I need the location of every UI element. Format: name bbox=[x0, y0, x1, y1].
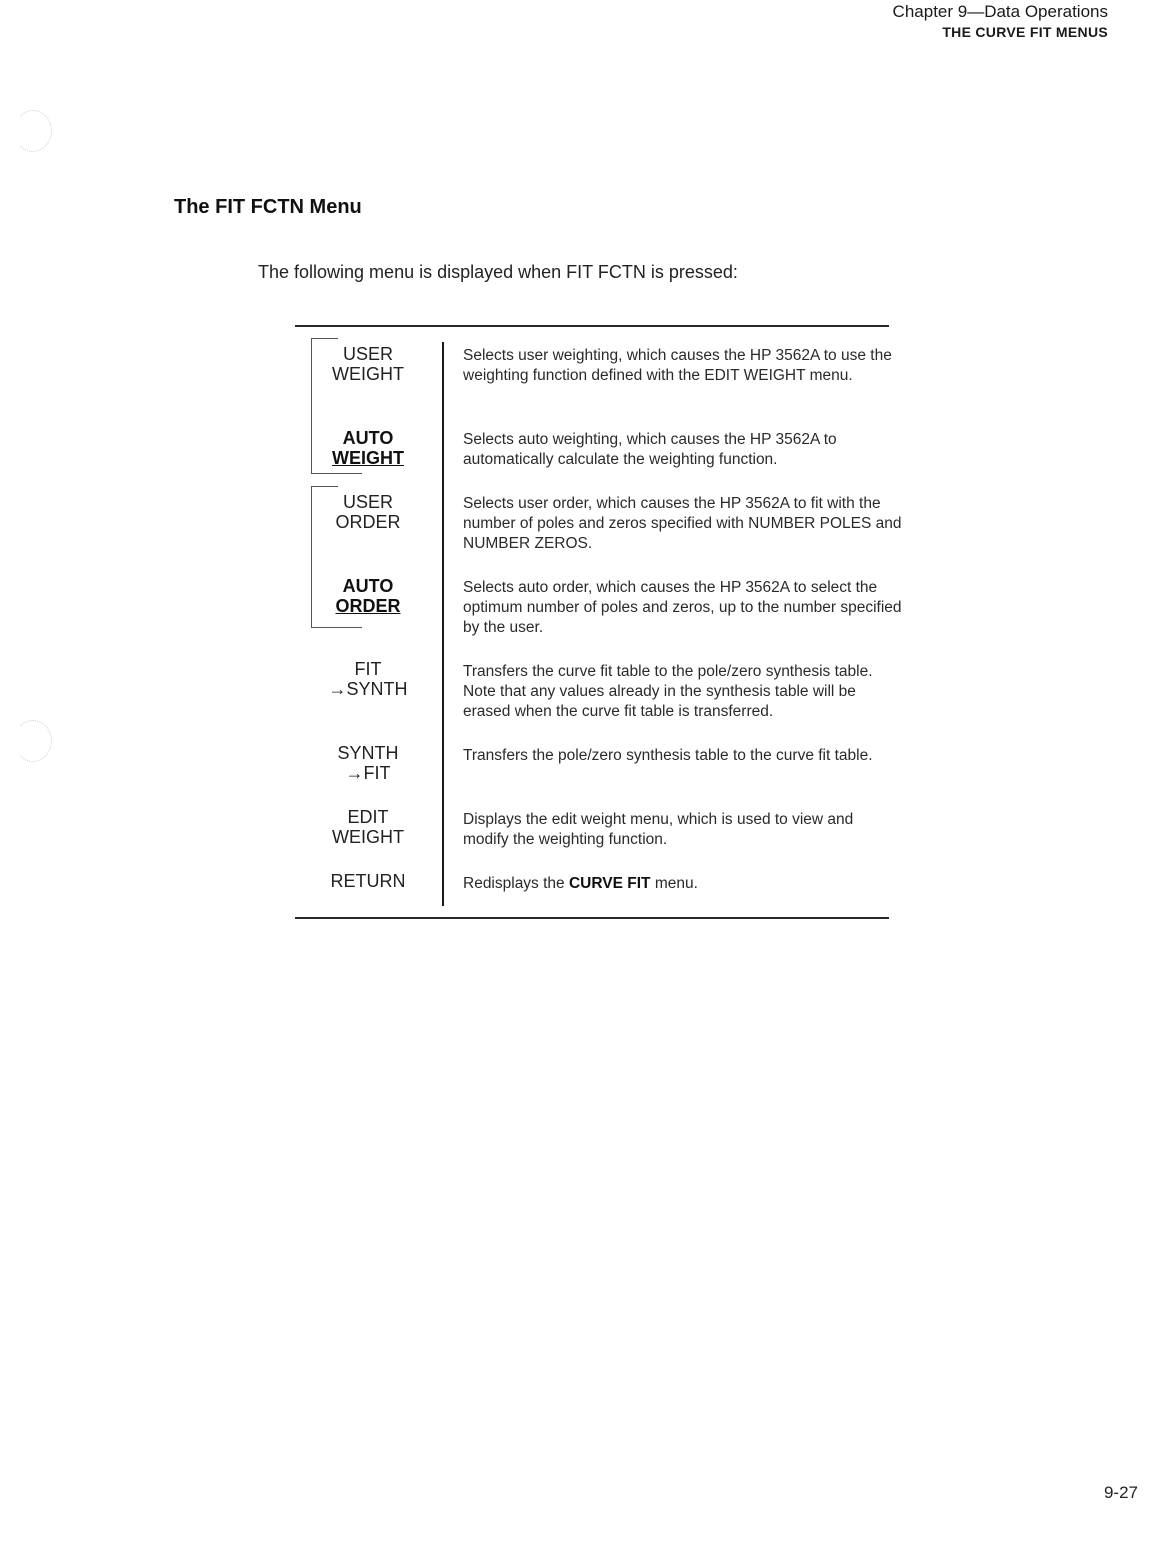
curve-fit-menu-name: CURVE FIT bbox=[568, 875, 651, 892]
softkey-auto-order: AUTO ORDER bbox=[335, 576, 401, 616]
chapter-title: Chapter 9—Data Operations bbox=[892, 2, 1108, 21]
table-top-rule bbox=[295, 325, 889, 327]
intro-text: The following menu is displayed when FIT FCTN is pressed: bbox=[258, 262, 738, 282]
softkey-auto-weight: AUTO WEIGHT bbox=[332, 428, 404, 468]
desc-return: Redisplays the CURVE FIT menu. bbox=[463, 875, 698, 892]
desc-user-weight: Selects user weighting, which causes the HP 3562A to use the weighting function defined with the EDIT WEIGHT menu. bbox=[463, 347, 892, 384]
table-bottom-rule bbox=[295, 917, 889, 919]
punch-hole bbox=[14, 720, 52, 762]
column-divider bbox=[442, 342, 444, 906]
page-heading: The FIT FCTN Menu bbox=[174, 196, 362, 218]
punch-hole bbox=[14, 110, 52, 152]
desc-fit-synth: Transfers the curve fit table to the pole/zero synthesis table. Note that any values already in the synthesis table will be erased when the curve fit table is transferred. bbox=[463, 663, 873, 720]
softkey-synth-fit: SYNTH →FIT bbox=[337, 743, 399, 783]
softkey-user-order: USER ORDER bbox=[335, 492, 401, 532]
page-number: 9-27 bbox=[1103, 1483, 1138, 1502]
softkey-fit-synth: FIT →SYNTH bbox=[328, 659, 408, 699]
desc-synth-fit: Transfers the pole/zero synthesis table to the curve fit table. bbox=[463, 747, 873, 764]
page-header bbox=[893, 2, 1108, 42]
softkey-edit-weight: EDIT WEIGHT bbox=[332, 807, 404, 847]
softkey-user-weight: USER WEIGHT bbox=[332, 344, 404, 384]
desc-auto-weight: Selects auto weighting, which causes the HP 3562A to automatically calculate the weighting function. bbox=[463, 431, 837, 468]
desc-user-order: Selects user order, which causes the HP 3562A to fit with the number of poles and zeros specified with NUMBER POLES and NUMBER ZEROS. bbox=[463, 495, 902, 552]
section-title: THE CURVE FIT MENUS bbox=[942, 24, 1108, 40]
desc-auto-order: Selects auto order, which causes the HP 3562A to select the optimum number of poles and zeros, up to the number specified by the user. bbox=[463, 579, 902, 636]
desc-edit-weight: Displays the edit weight menu, which is used to view and modify the weighting function. bbox=[463, 811, 854, 848]
softkey-return: RETURN bbox=[330, 871, 406, 891]
